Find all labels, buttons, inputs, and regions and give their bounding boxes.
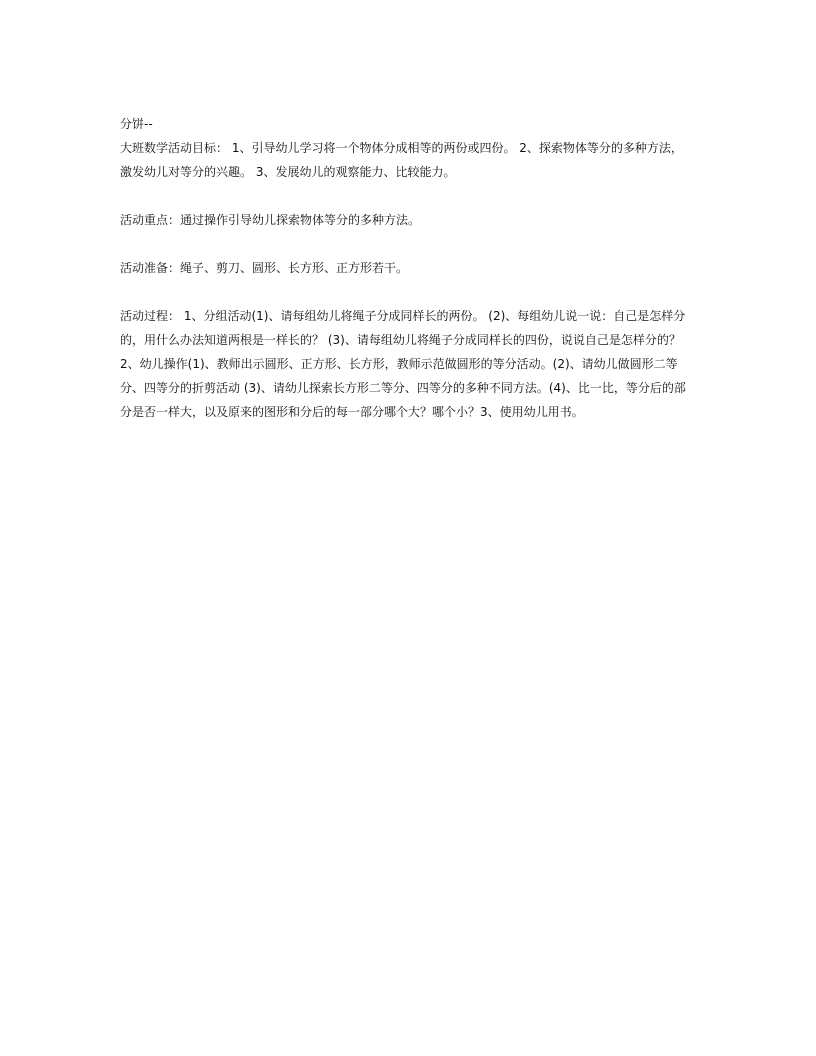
activity-key-point-paragraph: 活动重点：通过操作引导幼儿探索物体等分的多种方法。 — [120, 213, 421, 227]
activity-process-paragraph: 活动过程： 1、分组活动(1)、请每组幼儿将绳子分成同样长的两份。 (2)、每组幼儿说一说：自己是怎样分的，用什么办法知道两根是一样长的？ (3)、请每组幼儿将绳子分成同样长的四份，说说自己是怎样分的？ 2、幼儿操作(1)、教师出示圆形、正方形、长方形，教师示范做圆形的等分活动。(2)、请幼儿做圆形二等分、四等分的折剪活动 (3)、请幼儿探索长方形二等分、四等分的多种不同方法。(4)、比一比，等分后的部分是否一样大，以及原来的图形和分后的每一部分哪个大？哪个小？3、使用幼儿用书。 — [120, 309, 686, 419]
activity-preparation-paragraph: 活动准备：绳子、剪刀、圆形、长方形、正方形若干。 — [120, 261, 409, 275]
paragraph-spacer — [120, 232, 692, 256]
document-body — [120, 112, 692, 424]
paragraph-spacer — [120, 280, 692, 304]
activity-goals-paragraph: 大班数学活动目标： 1、引导幼儿学习将一个物体分成相等的两份或四份。 2、探索物体等分的多种方法，激发幼儿对等分的兴趣。 3、发展幼儿的观察能力、比较能力。 — [120, 141, 683, 179]
document-title-line: 分饼-- — [120, 117, 153, 131]
paragraph-spacer — [120, 184, 692, 208]
